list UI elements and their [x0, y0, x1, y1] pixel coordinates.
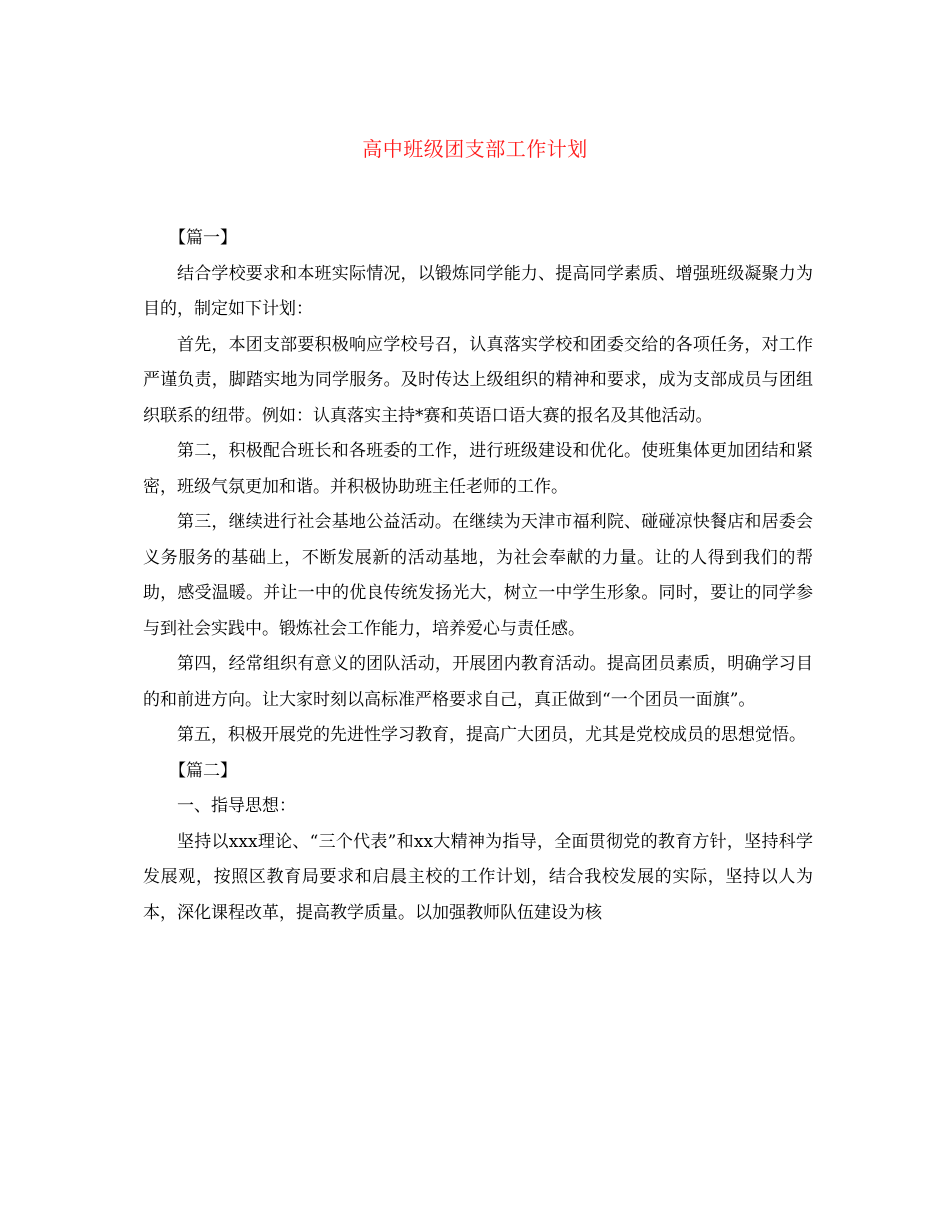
paragraph: 结合学校要求和本班实际情况，以锻炼同学能力、提高同学素质、增强班级凝聚力为目的，制定如下计划：	[143, 263, 813, 319]
document-title: 高中班级团支部工作计划	[362, 137, 588, 161]
section-heading: 【篇一】	[169, 228, 237, 248]
paragraph: 一、指导思想：	[177, 796, 296, 816]
paragraph: 第四，经常组织有意义的团队活动，开展团内教育活动。提高团员素质，明确学习目的和前进方向。让大家时刻以高标准严格要求自己，真正做到“一个团员一面旗”。	[143, 654, 813, 710]
document-body	[143, 221, 813, 931]
paragraph: 第五，积极开展党的先进性学习教育，提高广大团员，尤其是党校成员的思想觉悟。	[177, 725, 806, 745]
paragraph: 首先，本团支部要积极响应学校号召，认真落实学校和团委交给的各项任务，对工作严谨负责，脚踏实地为同学服务。及时传达上级组织的精神和要求，成为支部成员与团组织联系的纽带。例如：认真落实主持*赛和英语口语大赛的报名及其他活动。	[143, 334, 813, 426]
paragraph: 第三，继续进行社会基地公益活动。在继续为天津市福利院、碰碰凉快餐店和居委会义务服务的基础上，不断发展新的活动基地，为社会奉献的力量。让的人得到我们的帮助，感受温暖。并让一中的优良传统发扬光大，树立一中学生形象。同时，要让的同学参与到社会实践中。锻炼社会工作能力，培养爱心与责任感。	[143, 512, 813, 639]
paragraph: 坚持以xxx理论、“三个代表”和xx大精神为指导，全面贯彻党的教育方针，坚持科学发展观，按照区教育局要求和启晨主校的工作计划，结合我校发展的实际，坚持以人为本，深化课程改革，提高教学质量。以加强教师队伍建设为核	[143, 831, 813, 923]
section-heading: 【篇二】	[169, 760, 237, 781]
paragraph: 第二，积极配合班长和各班委的工作，进行班级建设和优化。使班集体更加团结和紧密，班级气氛更加和谐。并积极协助班主任老师的工作。	[143, 441, 813, 497]
